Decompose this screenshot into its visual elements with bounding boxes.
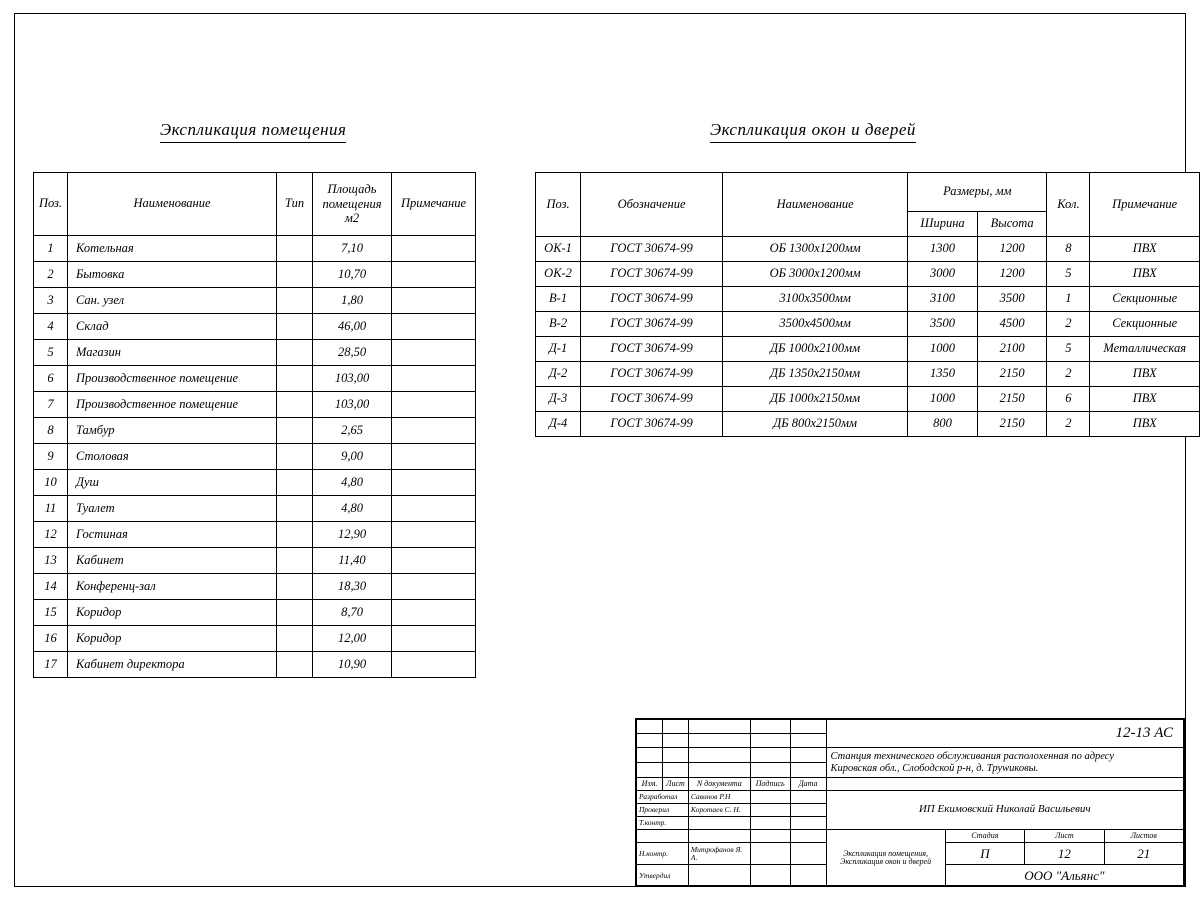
header-ndoc: N документа [688,778,750,791]
header-podp: Подпись [750,778,790,791]
header-sheet: Лист [1025,830,1104,843]
cell-name: Коридор [68,626,277,652]
cell-area: 2,65 [313,418,392,444]
cell-type [277,418,313,444]
drawing-code: 12-13 АС [826,720,1183,748]
cell-name: Туалет [68,496,277,522]
role-sign-1 [750,804,790,817]
cell-note: Секционные [1090,312,1200,337]
cell-width: 800 [908,412,978,437]
table-row [536,237,1200,262]
header-data: Дата [790,778,826,791]
cell-area: 18,30 [313,574,392,600]
cell-pos: ОК-1 [536,237,581,262]
cell-name: ДБ 1000х2150мм [723,387,908,412]
table-row [34,314,476,340]
cell-quantity: 2 [1047,312,1090,337]
cell-pos: 2 [34,262,68,288]
cell-quantity: 5 [1047,337,1090,362]
cell-type [277,236,313,262]
cell-name: Производственное помещение [68,392,277,418]
object-description [826,748,1183,778]
cell-type [277,496,313,522]
cell-note [392,236,476,262]
stamp-cell-blank [790,720,826,734]
stamp-cell-blank [662,763,688,778]
cell-type [277,600,313,626]
stamp-cell-blank [688,748,750,763]
table-row [34,652,476,678]
cell-pos: 13 [34,548,68,574]
cell-type [277,366,313,392]
cell-designation: ГОСТ 30674-99 [581,387,723,412]
header-oboz: Обозначение [581,173,723,237]
cell-note [392,626,476,652]
cell-area: 8,70 [313,600,392,626]
value-sheet: 12 [1025,843,1104,865]
role-date-3 [790,830,826,843]
cell-note: Металлическая [1090,337,1200,362]
cell-name: Магазин [68,340,277,366]
role-name-0: Савинов Р.Н [688,791,750,804]
cell-note [392,262,476,288]
cell-pos: Д-3 [536,387,581,412]
cell-type [277,392,313,418]
header-area [313,173,392,236]
value-sheets: 21 [1104,843,1184,865]
role-label-5: Утвердил [637,865,689,887]
cell-name: Котельная [68,236,277,262]
object-description-line2: Кировская обл., Слободской р-н, д. Труwиковы. [830,762,1039,774]
cell-height: 2150 [977,362,1047,387]
stamp-cell-blank [688,763,750,778]
header-izm: Изм. [637,778,663,791]
rooms-table-head [34,173,476,236]
cell-width: 1000 [908,387,978,412]
header-name: Наименование [723,173,908,237]
header-dimensions: Размеры, мм [908,173,1047,212]
cell-note [392,548,476,574]
stamp-cell-blank [637,748,663,763]
role-label-2: Т.контр. [637,817,689,830]
header-note: Примечание [392,173,476,236]
stamp-cell-blank [750,748,790,763]
header-name: Наименование [68,173,277,236]
cell-pos: 15 [34,600,68,626]
cell-note [392,340,476,366]
cell-type [277,652,313,678]
table-row [536,412,1200,437]
cell-name: Тамбур [68,418,277,444]
table-row [536,337,1200,362]
stamp-cell-blank [688,734,750,748]
stamp-cell-blank [750,763,790,778]
role-name-4: Митрофанов Я. А. [688,843,750,865]
cell-name: ОБ 3000х1200мм [723,262,908,287]
cell-height: 1200 [977,262,1047,287]
stamp-cell-blank [750,720,790,734]
cell-type [277,444,313,470]
cell-note [392,470,476,496]
table-row [34,574,476,600]
role-label-3 [637,830,689,843]
cell-width: 3500 [908,312,978,337]
cell-area: 7,10 [313,236,392,262]
cell-name: ДБ 1350х2150мм [723,362,908,387]
role-label-0: Разработал [637,791,689,804]
cell-width: 1300 [908,237,978,262]
cell-quantity: 8 [1047,237,1090,262]
cell-pos: 14 [34,574,68,600]
table-row [34,366,476,392]
cell-type [277,522,313,548]
cell-type [277,548,313,574]
role-sign-5 [750,865,790,887]
stamp-cell-blank [637,720,663,734]
stamp-cell-blank [688,720,750,734]
table-row [536,362,1200,387]
header-stadia: Стадия [945,830,1024,843]
cell-pos: 10 [34,470,68,496]
cell-quantity: 1 [1047,287,1090,312]
stamp-cell-blank [790,763,826,778]
cell-name: ДБ 800х2150мм [723,412,908,437]
table-row [536,262,1200,287]
cell-designation: ГОСТ 30674-99 [581,362,723,387]
role-date-1 [790,804,826,817]
cell-quantity: 5 [1047,262,1090,287]
cell-pos: В-2 [536,312,581,337]
cell-name: Производственное помещение [68,366,277,392]
windows-table-title: Экспликация окон и дверей [710,120,916,143]
cell-name: 3100х3500мм [723,287,908,312]
table-row [536,387,1200,412]
role-sign-3 [750,830,790,843]
cell-name: Гостиная [68,522,277,548]
cell-name: 3500х4500мм [723,312,908,337]
rooms-table-title: Экспликация помещения [160,120,346,143]
header-height: Высота [977,212,1047,237]
header-width: Ширина [908,212,978,237]
role-date-2 [790,817,826,830]
stamp-cell-blank [750,734,790,748]
table-row [34,340,476,366]
cell-height: 2150 [977,412,1047,437]
cell-pos: 6 [34,366,68,392]
header-area-line2: помещения [322,196,382,211]
table-row [34,496,476,522]
role-name-1: Коротаев С. Н. [688,804,750,817]
object-description-line1: Станция технического обслуживания располоxенная по адресу [830,751,1115,763]
table-row [34,470,476,496]
header-note: Примечание [1090,173,1200,237]
sheet-title [826,830,945,887]
cell-pos: Д-4 [536,412,581,437]
table-row [34,262,476,288]
stamp-cell-blank [662,734,688,748]
cell-type [277,470,313,496]
header-type: Тип [277,173,313,236]
table-row [34,392,476,418]
stamp-row-1 [637,720,1184,734]
cell-width: 1000 [908,337,978,362]
stamp-cell-blank [662,748,688,763]
cell-type [277,262,313,288]
cell-name: Кабинет директора [68,652,277,678]
cell-name: Столовая [68,444,277,470]
cell-designation: ГОСТ 30674-99 [581,312,723,337]
cell-note: ПВХ [1090,387,1200,412]
stamp-cell-blank [637,734,663,748]
value-stadia: П [945,843,1024,865]
cell-area: 11,40 [313,548,392,574]
cell-quantity: 6 [1047,387,1090,412]
cell-designation: ГОСТ 30674-99 [581,337,723,362]
cell-width: 1350 [908,362,978,387]
cell-name: Коридор [68,600,277,626]
cell-quantity: 2 [1047,412,1090,437]
cell-pos: 12 [34,522,68,548]
stamp-cell-blank [637,763,663,778]
cell-note [392,652,476,678]
cell-area: 1,80 [313,288,392,314]
cell-note [392,418,476,444]
role-name-2 [688,817,750,830]
cell-note: ПВХ [1090,412,1200,437]
sheet-title-line1: Экспликация помещения, [843,848,928,858]
cell-type [277,314,313,340]
windows-doors-explication-table [535,172,1200,437]
cell-note: ПВХ [1090,262,1200,287]
stamp-cell-blank [826,778,1183,791]
header-list: Лист [662,778,688,791]
cell-name: Склад [68,314,277,340]
header-area-line1: Площадь [327,182,377,197]
table-row [34,600,476,626]
table-row [34,288,476,314]
wd-table-body [536,237,1200,437]
cell-area: 28,50 [313,340,392,366]
customer-name: ИП Екимовский Николай Васильевич [826,791,1183,830]
cell-height: 2150 [977,387,1047,412]
cell-note [392,496,476,522]
cell-width: 3000 [908,262,978,287]
cell-pos: 8 [34,418,68,444]
table-row [536,312,1200,337]
stamp-row-3 [637,748,1184,763]
cell-quantity: 2 [1047,362,1090,387]
organization-name: ООО "Альянс" [945,865,1183,887]
cell-area: 46,00 [313,314,392,340]
cell-name: Кабинет [68,548,277,574]
cell-note: ПВХ [1090,362,1200,387]
cell-area: 10,70 [313,262,392,288]
cell-note: ПВХ [1090,237,1200,262]
table-header-row [34,173,476,236]
cell-area: 12,00 [313,626,392,652]
cell-pos: 1 [34,236,68,262]
stamp-columns-header [637,778,1184,791]
role-sign-2 [750,817,790,830]
role-name-3 [688,830,750,843]
title-block-stamp [635,718,1185,886]
cell-name: ОБ 1300х1200мм [723,237,908,262]
cell-designation: ГОСТ 30674-99 [581,237,723,262]
cell-note [392,444,476,470]
cell-type [277,626,313,652]
cell-note [392,314,476,340]
cell-height: 2100 [977,337,1047,362]
cell-pos: Д-2 [536,362,581,387]
cell-note [392,600,476,626]
header-kol: Кол. [1047,173,1090,237]
cell-pos: Д-1 [536,337,581,362]
cell-area: 4,80 [313,496,392,522]
sheet-title-line2: Экспликация окон и дверей [840,857,932,866]
cell-note [392,522,476,548]
cell-height: 3500 [977,287,1047,312]
cell-width: 3100 [908,287,978,312]
cell-pos: 16 [34,626,68,652]
stamp-cell-blank [662,720,688,734]
rooms-table-body [34,236,476,678]
cell-height: 1200 [977,237,1047,262]
stamp-grid [636,719,1184,887]
table-row [34,418,476,444]
table-row [536,287,1200,312]
cell-pos: 9 [34,444,68,470]
cell-pos: 11 [34,496,68,522]
rooms-explication-table [33,172,476,678]
cell-name: Конференц-зал [68,574,277,600]
cell-area: 10,90 [313,652,392,678]
table-header-row [536,173,1200,212]
cell-designation: ГОСТ 30674-99 [581,262,723,287]
cell-pos: ОК-2 [536,262,581,287]
cell-name: Бытовка [68,262,277,288]
wd-table-head [536,173,1200,237]
cell-pos: В-1 [536,287,581,312]
cell-designation: ГОСТ 30674-99 [581,287,723,312]
header-sheets: Листов [1104,830,1184,843]
role-label-4: Н.контр. [637,843,689,865]
cell-area: 9,00 [313,444,392,470]
cell-designation: ГОСТ 30674-99 [581,412,723,437]
table-row [34,626,476,652]
table-row [34,548,476,574]
cell-type [277,340,313,366]
stamp-stage-header-row [637,830,1184,843]
cell-pos: 5 [34,340,68,366]
role-date-0 [790,791,826,804]
role-sign-4 [750,843,790,865]
role-label-1: Проверил [637,804,689,817]
cell-note: Секционные [1090,287,1200,312]
header-pos: Поз. [536,173,581,237]
cell-type [277,288,313,314]
cell-area: 103,00 [313,392,392,418]
stamp-cell-blank [790,734,826,748]
table-row [34,444,476,470]
table-row [34,522,476,548]
role-date-4 [790,843,826,865]
cell-note [392,392,476,418]
cell-note [392,366,476,392]
cell-type [277,574,313,600]
cell-pos: 4 [34,314,68,340]
cell-pos: 7 [34,392,68,418]
role-date-5 [790,865,826,887]
cell-area: 12,90 [313,522,392,548]
table-row [34,236,476,262]
cell-pos: 3 [34,288,68,314]
role-name-5 [688,865,750,887]
stamp-role-row [637,791,1184,804]
cell-name: Душ [68,470,277,496]
stamp-cell-blank [790,748,826,763]
cell-note [392,574,476,600]
header-pos: Поз. [34,173,68,236]
cell-area: 4,80 [313,470,392,496]
cell-note [392,288,476,314]
header-area-line3: м2 [344,211,360,226]
cell-name: ДБ 1000х2100мм [723,337,908,362]
cell-area: 103,00 [313,366,392,392]
cell-pos: 17 [34,652,68,678]
cell-height: 4500 [977,312,1047,337]
cell-name: Сан. узел [68,288,277,314]
role-sign-0 [750,791,790,804]
